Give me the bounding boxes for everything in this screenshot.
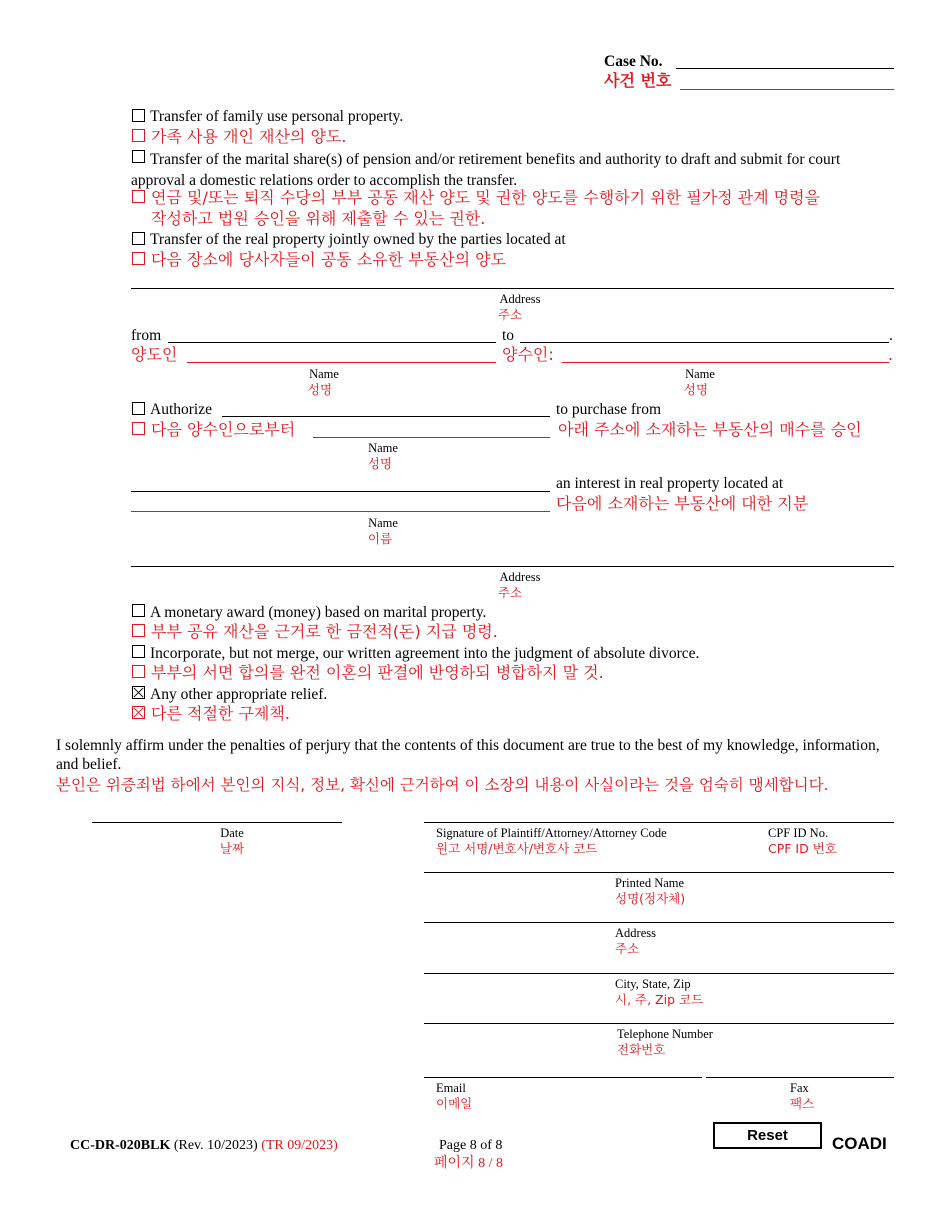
reset-button[interactable]: Reset <box>713 1122 822 1149</box>
affirmation-text: I solemnly affirm under the penalties of perjury that the contents of this document are true to the best of my knowledge, information, and belief. <box>56 737 880 773</box>
incorporate-label-ko: 부부의 서면 합의를 완전 이혼의 판결에 반영하되 병합하지 말 것. <box>151 663 604 682</box>
authorize-label-ko: 다음 양수인으로부터 <box>151 420 296 439</box>
family-property-checkbox-ko[interactable] <box>132 129 145 142</box>
interest-address-caption-ko: 주소 <box>497 585 523 600</box>
printed-name-caption: Printed Name <box>615 876 685 890</box>
printed-name-caption-ko: 성명(정자체) <box>615 891 686 906</box>
real-property-checkbox[interactable] <box>132 232 145 245</box>
seller-name-caption: Name <box>368 516 398 530</box>
seller-name-caption-ko: 이름 <box>367 531 393 546</box>
other-relief-label-ko: 다른 적절한 구제책. <box>151 704 290 723</box>
pension-label-ko-1: 연금 및/또는 퇴직 수당의 부부 공동 재산 양도 및 권한 양도를 수행하기 위한 필가정 관계 명령을 <box>151 188 821 207</box>
incorporate-checkbox-ko[interactable] <box>132 665 145 678</box>
email-field[interactable] <box>424 1077 702 1078</box>
authorize-name-field[interactable] <box>222 416 550 417</box>
signature-field[interactable] <box>424 822 894 823</box>
fax-field[interactable] <box>706 1077 894 1078</box>
authorize-checkbox-ko[interactable] <box>132 422 145 435</box>
page-number-ko: 페이지 8 / 8 <box>434 1156 503 1171</box>
coadi-brand: COADI <box>832 1134 887 1153</box>
telephone-caption-ko: 전화번호 <box>617 1042 666 1057</box>
to-name-field[interactable] <box>520 342 889 343</box>
monetary-label-ko: 부부 공유 재산을 근거로 한 금전적(돈) 지급 명령. <box>151 622 498 641</box>
from-name-caption: Name <box>309 367 339 381</box>
case-no-label-ko: 사건 번호 <box>604 71 672 90</box>
address-caption: Address <box>499 292 541 306</box>
monetary-checkbox[interactable] <box>132 604 145 617</box>
monetary-checkbox-ko[interactable] <box>132 624 145 637</box>
pension-label: Transfer of the marital share(s) of pension and/or retirement benefits and authority to draft and submit for court approval a domestic relations order to accomplish the transfer. <box>131 151 841 189</box>
email-caption: Email <box>436 1081 466 1095</box>
real-property-address-field[interactable] <box>131 288 894 289</box>
purchase-label: to purchase from <box>556 401 662 418</box>
case-no-field[interactable] <box>676 68 894 69</box>
other-relief-checkbox[interactable] <box>132 686 145 699</box>
form-revision: (Rev. 10/2023) <box>173 1138 258 1153</box>
monetary-label: A monetary award (money) based on marital property. <box>150 604 487 621</box>
to-name-caption-ko: 성명 <box>683 382 709 397</box>
date-field[interactable] <box>92 822 342 823</box>
to-name-caption: Name <box>685 367 715 381</box>
city-state-zip-field[interactable] <box>424 973 894 974</box>
affirmation-text-ko: 본인은 위증죄법 하에서 본인의 지식, 정보, 확신에 근거하여 이 소장의 내용이 사실이라는 것을 엄숙히 맹세합니다. <box>56 776 829 794</box>
pension-checkbox-ko[interactable] <box>132 190 145 203</box>
real-property-label-ko: 다음 장소에 당사자들이 공동 소유한 부동산의 양도 <box>151 250 507 269</box>
city-state-zip-caption-ko: 시, 주, Zip 코드 <box>615 992 704 1007</box>
from-name-field[interactable] <box>168 342 496 343</box>
other-relief-checkbox-ko[interactable] <box>132 706 145 719</box>
date-caption-ko: 날짜 <box>219 841 245 856</box>
signature-caption-ko: 원고 서명/변호사/변호사 코드 <box>436 841 598 856</box>
authorize-label: Authorize <box>150 401 212 418</box>
email-caption-ko: 이메일 <box>436 1096 473 1111</box>
other-relief-label: Any other appropriate relief. <box>150 686 328 703</box>
real-property-label: Transfer of the real property jointly owned by the parties located at <box>150 231 566 248</box>
family-property-label-ko: 가족 사용 개인 재산의 양도. <box>151 127 347 146</box>
family-property-label: Transfer of family use personal property. <box>150 108 404 125</box>
incorporate-label: Incorporate, but not merge, our written agreement into the judgment of absolute divorce. <box>150 645 700 662</box>
interest-address-field[interactable] <box>131 566 894 567</box>
checked-x-icon-ko <box>133 707 144 718</box>
authorize-name-caption-ko: 성명 <box>367 456 393 471</box>
fax-caption-ko: 팩스 <box>790 1096 815 1111</box>
date-caption: Date <box>220 826 244 840</box>
sig-address-caption: Address <box>615 926 656 940</box>
seller-name-field[interactable] <box>131 491 550 492</box>
case-no-label: Case No. <box>604 53 663 70</box>
form-id: CC-DR-020BLK <box>70 1138 171 1153</box>
authorize-underline-ko <box>313 437 550 438</box>
seller-underline-ko <box>131 511 550 512</box>
real-property-checkbox-ko[interactable] <box>132 252 145 265</box>
from-label-ko: 양도인 <box>131 345 178 364</box>
to-label: to <box>502 327 515 344</box>
authorize-name-caption: Name <box>368 441 398 455</box>
signature-caption: Signature of Plaintiff/Attorney/Attorney Code <box>436 826 667 840</box>
telephone-caption: Telephone Number <box>617 1027 713 1041</box>
sig-address-caption-ko: 주소 <box>615 941 640 956</box>
from-name-caption-ko: 성명 <box>307 382 333 397</box>
interest-address-caption: Address <box>499 570 541 584</box>
form-translation-revision: (TR 09/2023) <box>261 1138 338 1153</box>
authorize-checkbox[interactable] <box>132 402 145 415</box>
fax-caption: Fax <box>790 1081 809 1095</box>
from-label: from <box>131 327 162 344</box>
interest-label: an interest in real property located at <box>556 475 784 492</box>
case-no-underline-ko <box>680 89 894 90</box>
purchase-label-ko: 아래 주소에 소재하는 부동산의 매수를 승인 <box>558 420 862 439</box>
printed-name-field[interactable] <box>424 872 894 873</box>
form-id-line <box>70 1138 338 1154</box>
interest-label-ko: 다음에 소재하는 부동산에 대한 지분 <box>556 494 809 513</box>
sig-address-field[interactable] <box>424 922 894 923</box>
to-underline-ko <box>562 362 889 363</box>
pension-label-ko-2: 작성하고 법원 승인을 위해 제출할 수 있는 권한. <box>151 209 486 228</box>
cpf-caption: CPF ID No. <box>768 826 829 840</box>
page-number: Page 8 of 8 <box>439 1138 503 1153</box>
family-property-checkbox[interactable] <box>132 109 145 122</box>
address-caption-ko: 주소 <box>497 307 523 322</box>
telephone-field[interactable] <box>424 1023 894 1024</box>
checked-x-icon <box>133 687 144 698</box>
cpf-caption-ko: CPF ID 번호 <box>768 841 837 856</box>
from-underline-ko <box>187 362 496 363</box>
city-state-zip-caption: City, State, Zip <box>615 977 691 991</box>
incorporate-checkbox[interactable] <box>132 645 145 658</box>
to-label-ko: 양수인: <box>502 345 554 364</box>
